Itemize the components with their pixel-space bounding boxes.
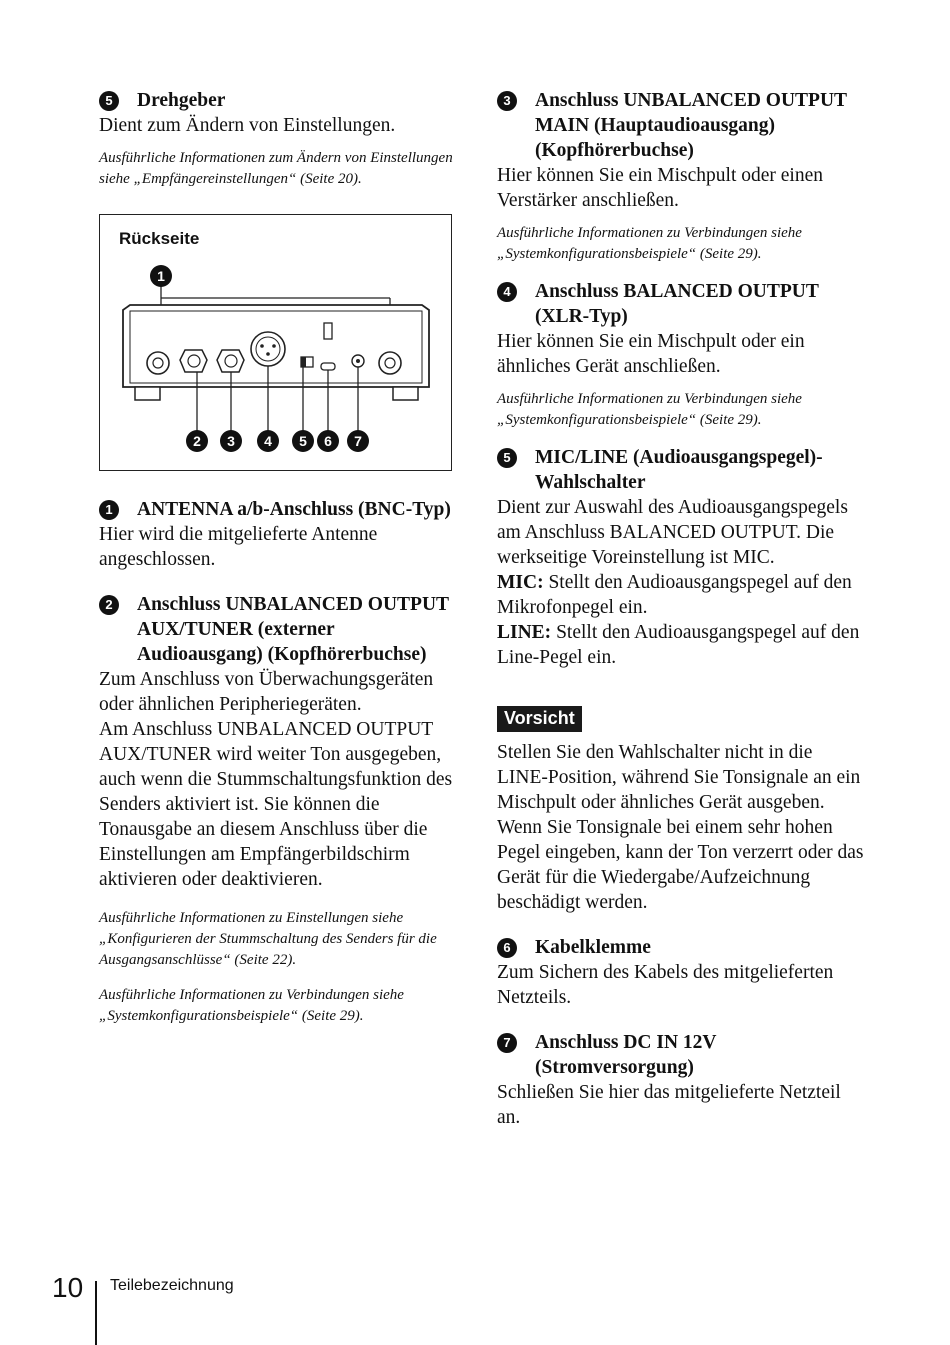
svg-text:6: 6 (324, 433, 332, 449)
callout-number: 5 (497, 448, 517, 468)
left-column (99, 88, 454, 1041)
page-number: 10 (52, 1272, 84, 1303)
callout-number: 6 (497, 938, 517, 958)
item-title: Anschluss BALANCED OUTPUT (XLR-Typ) (535, 281, 819, 327)
mic-description (497, 570, 867, 620)
item-title: Anschluss UNBALANCED OUTPUT MAIN (Hauptaudioausgang) (Kopfhörerbuchse) (535, 90, 847, 161)
item-unbalanced-aux (99, 592, 454, 1027)
item-mic-line (497, 445, 867, 670)
item-note: Ausführliche Informationen zu Verbindungen siehe „Systemkonfigurationsbeispiele“ (Seite 29). (497, 225, 802, 262)
item-dc-in (497, 1030, 867, 1130)
item-body: Schließen Sie hier das mitgelieferte Netzteil an. (497, 1082, 841, 1128)
rear-panel-diagram (99, 214, 452, 471)
item-balanced-output (497, 279, 867, 431)
item-body: Zum Sichern des Kabels des mitgelieferten Netzteils. (497, 962, 834, 1008)
callout-number: 1 (99, 500, 119, 520)
callout-number: 4 (497, 282, 517, 302)
item-body: Dient zum Ändern von Einstellungen. (99, 115, 396, 136)
diagram-title: Rückseite (119, 229, 200, 248)
warning-box (497, 684, 867, 915)
item-body: Hier können Sie ein Mischpult oder einen Verstärker anschließen. (497, 165, 824, 211)
callout-2 (186, 430, 208, 452)
item-title: Anschluss UNBALANCED OUTPUT AUX/TUNER (externer Audioausgang) (Kopfhörerbuchse) (137, 594, 449, 665)
item-body-2: Am Anschluss UNBALANCED OUTPUT AUX/TUNER wird weiter Ton ausgegeben, auch wenn die Stummschaltungsfunktion des Senders aktiviert ist. Sie können die Tonausgabe an diesem Anschluss über die Einstellungen am Empfängerbildschirm aktivieren oder deaktivieren. (99, 719, 453, 890)
rear-panel-illustration (100, 215, 451, 470)
callout-number: 3 (497, 91, 517, 111)
callout-6 (317, 430, 339, 452)
item-note: Ausführliche Informationen zum Ändern von Einstellungen siehe „Empfängereinstellungen“ (Seite 20). (99, 150, 453, 187)
svg-text:4: 4 (264, 433, 272, 449)
callout-1 (150, 265, 172, 287)
item-note: Ausführliche Informationen zu Einstellungen siehe „Konfigurieren der Stummschaltung des Senders für die Ausgangsanschlüsse“ (Seite 22). (99, 910, 437, 968)
mic-text: Stellt den Audioausgangspegel auf den Mikrofonpegel ein. (497, 572, 852, 618)
item-body: Zum Anschluss von Überwachungsgeräten oder ähnlichen Peripheriegeräten. (99, 669, 434, 715)
mic-label: MIC: (497, 572, 544, 593)
svg-text:3: 3 (227, 433, 235, 449)
callout-number: 7 (497, 1033, 517, 1053)
item-title: Kabelklemme (535, 937, 651, 958)
line-description (497, 620, 867, 670)
item-title: Anschluss DC IN 12V (Stromversorgung) (535, 1032, 717, 1078)
item-title: MIC/LINE (Audioausgangspegel)-Wahlschalter (535, 447, 823, 493)
section-label: Teilebezeichnung (110, 1277, 234, 1294)
callout-number: 5 (99, 91, 119, 111)
callout-7 (347, 430, 369, 452)
item-antenna (99, 497, 454, 572)
item-cable-clamp (497, 935, 867, 1010)
warning-badge: Vorsicht (497, 706, 582, 732)
item-title: ANTENNA a/b-Anschluss (BNC-Typ) (137, 499, 451, 520)
item-body: Dient zur Auswahl des Audioausgangspegels am Anschluss BALANCED OUTPUT. Die werkseitige Voreinstellung ist MIC. (497, 497, 848, 568)
callout-5 (292, 430, 314, 452)
item-drehgeber (99, 88, 454, 190)
line-text: Stellt den Audioausgangspegel auf den Line-Pegel ein. (497, 622, 860, 668)
item-unbalanced-main (497, 88, 867, 265)
footer-divider (95, 1281, 97, 1345)
warning-text: Stellen Sie den Wahlschalter nicht in die LINE-Position, während Sie Tonsignale an ein Mischpult oder ähnliches Gerät ausgeben. Wenn Sie Tonsignale bei einem sehr hohen Pegel eingeben, kann der Ton verzerrt oder das Gerät für die Wiedergabe/Aufzeichnung beschädigt werden. (497, 742, 864, 913)
item-body: Hier können Sie ein Mischpult oder ein ähnliches Gerät anschließen. (497, 331, 805, 377)
svg-text:1: 1 (157, 268, 165, 284)
callout-3 (220, 430, 242, 452)
svg-text:2: 2 (193, 433, 201, 449)
callout-number: 2 (99, 595, 119, 615)
callout-4 (257, 430, 279, 452)
line-label: LINE: (497, 622, 552, 643)
item-note-2: Ausführliche Informationen zu Verbindungen siehe „Systemkonfigurationsbeispiele“ (Seite 29). (99, 987, 404, 1024)
item-title: Drehgeber (137, 90, 226, 111)
right-column (497, 88, 867, 1144)
item-body: Hier wird die mitgelieferte Antenne angeschlossen. (99, 524, 378, 570)
svg-text:7: 7 (354, 433, 362, 449)
svg-text:5: 5 (299, 433, 307, 449)
item-note: Ausführliche Informationen zu Verbindungen siehe „Systemkonfigurationsbeispiele“ (Seite 29). (497, 391, 802, 428)
